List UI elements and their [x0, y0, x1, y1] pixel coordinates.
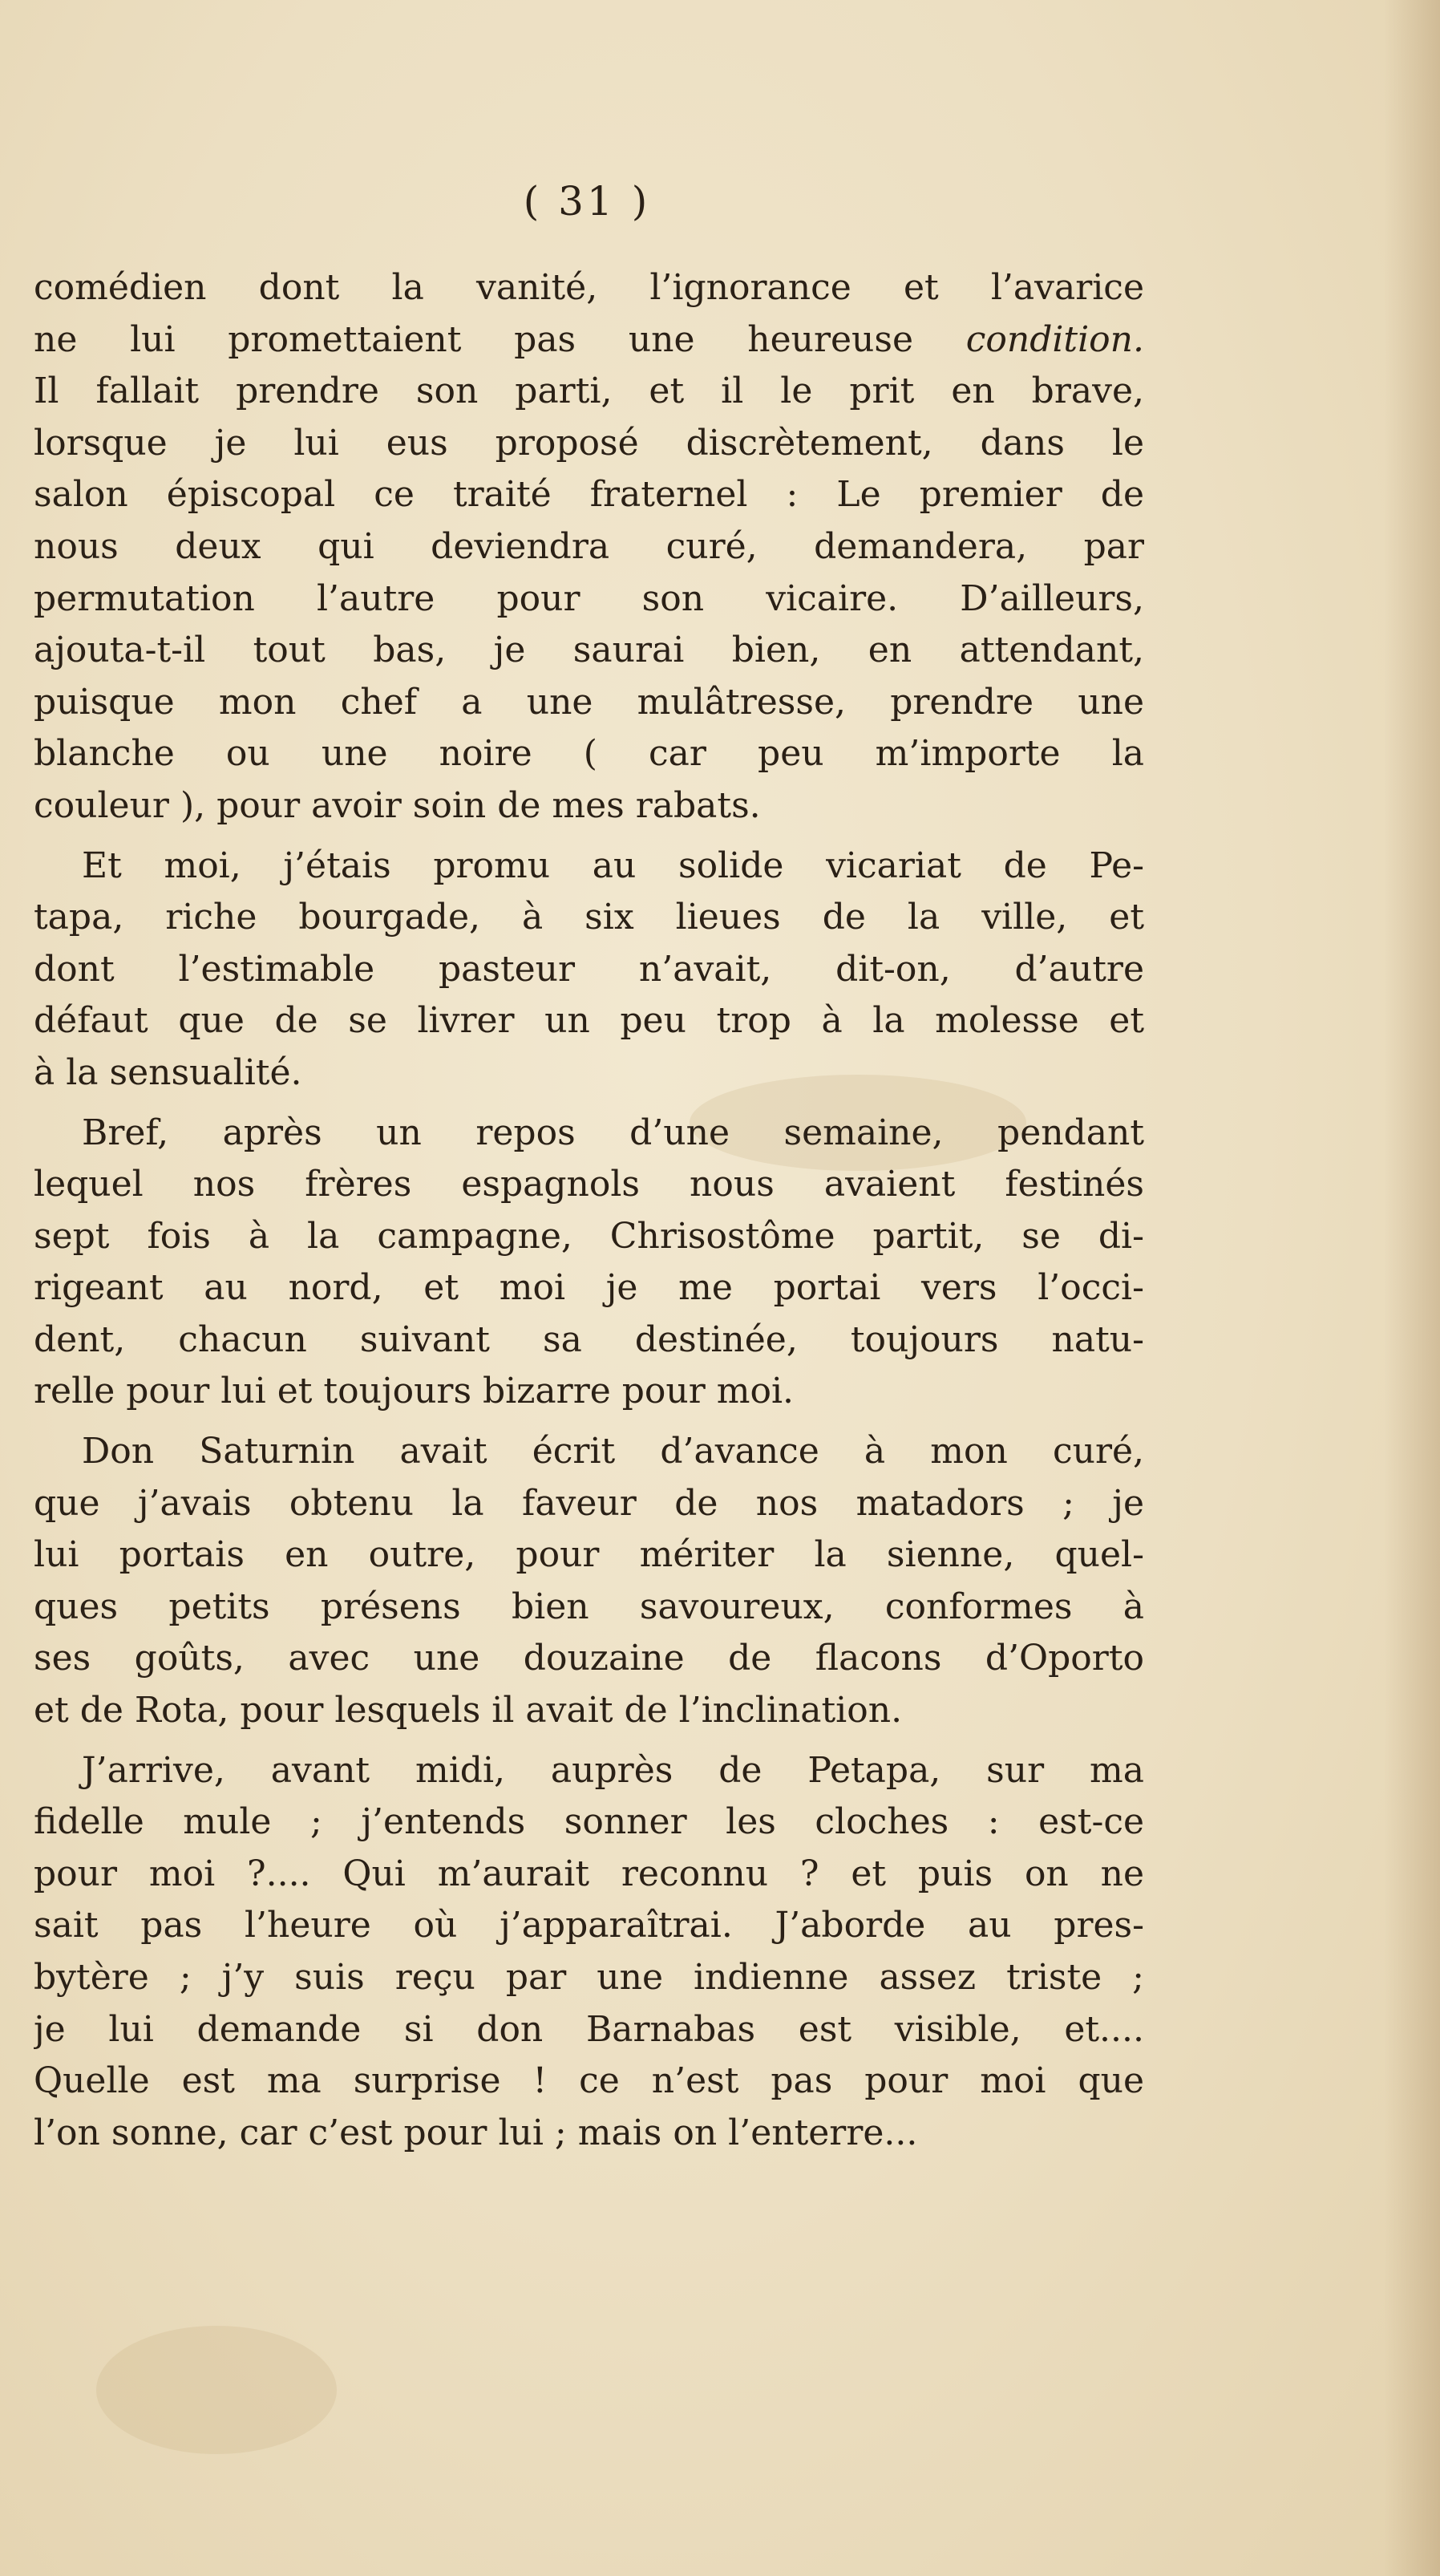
- text-line: lorsque je lui eus proposé discrètement, dans le: [34, 422, 1144, 464]
- text-line: sait pas l’heure où j’apparaîtrai. J’aborde au pres-: [34, 1905, 1144, 1946]
- text-line: rigeant au nord, et moi je me portai vers l’occi-: [34, 1267, 1144, 1309]
- paragraph: [34, 1108, 1144, 1419]
- text-line: Bref, après un repos d’une semaine, pendant: [82, 1112, 1144, 1153]
- page-edge-shadow: [1384, 0, 1440, 2576]
- text-line: fidelle mule ; j’entends sonner les cloches : est-ce: [34, 1801, 1144, 1843]
- page-number: ( 31 ): [523, 178, 651, 225]
- text-line: lui portais en outre, pour mériter la sienne, quel-: [34, 1534, 1144, 1576]
- text-line: permutation l’autre pour son vicaire. D’ailleurs,: [34, 577, 1144, 619]
- text-line: je lui demande si don Barnabas est visible, et....: [34, 2008, 1144, 2050]
- text-line: ses goûts, avec une douzaine de flacons d’Oporto: [34, 1638, 1144, 1679]
- text-line: dont l’estimable pasteur n’avait, dit-on, d’autre: [34, 948, 1144, 990]
- paragraph: [34, 1745, 1144, 2160]
- text-line: comédien dont la vanité, l’ignorance et l’avarice: [34, 267, 1144, 308]
- text-line: et de Rota, pour lesquels il avait de l’inclination.: [34, 1690, 903, 1732]
- text-line: couleur ), pour avoir soin de mes rabats.: [34, 784, 761, 826]
- text-line: puisque mon chef a une mulâtresse, prendre une: [34, 681, 1144, 723]
- text-line: à la sensualité.: [34, 1051, 302, 1093]
- text-line: bytère ; j’y suis reçu par une indienne assez triste ;: [34, 1957, 1144, 1998]
- body-text: [34, 262, 1144, 2159]
- text-line: sept fois à la campagne, Chrisostôme partit, se di-: [34, 1215, 1144, 1257]
- text-line: que j’avais obtenu la faveur de nos matadors ; je: [34, 1482, 1144, 1524]
- text-line: Don Saturnin avait écrit d’avance à mon curé,: [82, 1431, 1144, 1472]
- paper-stain: [96, 2326, 337, 2454]
- paragraph: [34, 840, 1144, 1100]
- paragraph: [34, 1426, 1144, 1737]
- text-line: J’arrive, avant midi, auprès de Petapa, sur ma: [82, 1749, 1144, 1791]
- text-line: Et moi, j’étais promu au solide vicariat de Pe-: [82, 844, 1144, 886]
- text-line: salon épiscopal ce traité fraternel : Le premier de: [34, 474, 1144, 516]
- text-line: pour moi ?.... Qui m’aurait reconnu ? et puis on ne: [34, 1853, 1144, 1894]
- text-line: relle pour lui et toujours bizarre pour moi.: [34, 1371, 795, 1412]
- italic-word: condition.: [965, 318, 1144, 360]
- text-line: ques petits présens bien savoureux, conformes à: [34, 1586, 1144, 1627]
- text-line: dent, chacun suivant sa destinée, toujours natu-: [34, 1318, 1144, 1360]
- text-line: ajouta-t-il tout bas, je saurai bien, en attendant,: [34, 630, 1144, 671]
- text-line: tapa, riche bourgade, à six lieues de la ville, et: [34, 897, 1144, 938]
- text-line: Il fallait prendre son parti, et il le prit en brave,: [34, 371, 1144, 412]
- text-line: défaut que de se livrer un peu trop à la molesse et: [34, 1000, 1144, 1042]
- text-line: ne lui promettaient pas une heureuse condition.: [34, 318, 1144, 360]
- text-line: nous deux qui deviendra curé, demandera, par: [34, 525, 1144, 567]
- text-line: blanche ou une noire ( car peu m’importe la: [34, 733, 1144, 775]
- text-line: lequel nos frères espagnols nous avaient festinés: [34, 1164, 1144, 1205]
- paragraph: [34, 262, 1144, 832]
- text-line: Quelle est ma surprise ! ce n’est pas pour moi que: [34, 2060, 1144, 2102]
- text-line: l’on sonne, car c’est pour lui ; mais on l’enterre...: [34, 2112, 918, 2153]
